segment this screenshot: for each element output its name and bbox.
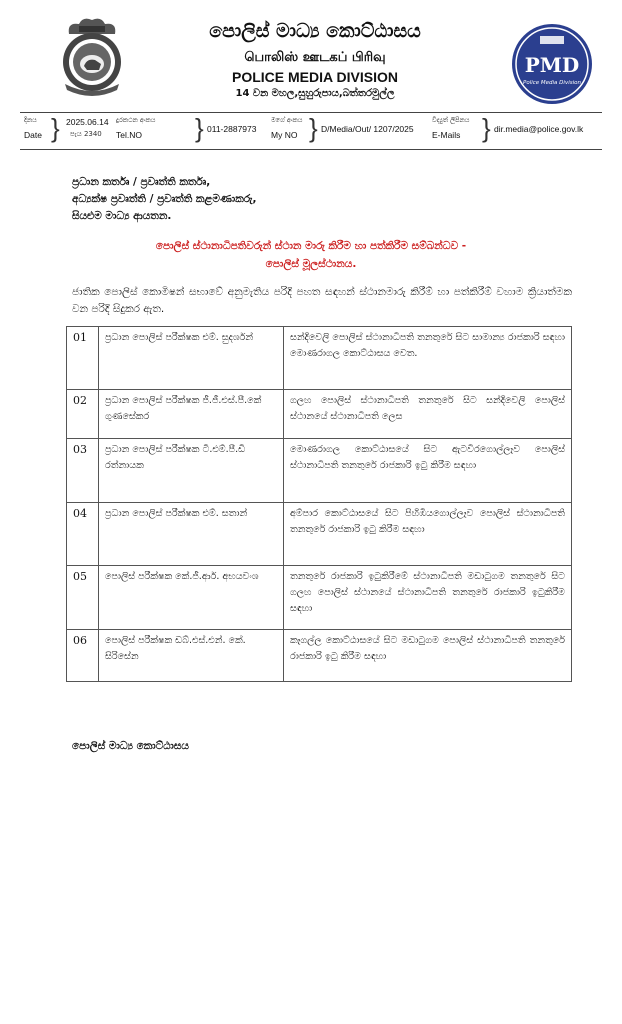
addressee-line-2: අධ්‍යක්ෂ ප්‍රවෘත්ති / ප්‍රවෘත්ති කළමණාකරු, bbox=[72, 193, 257, 205]
header-title-sinhala: පොලිස් මාධ්‍ය කොට්ඨාසය bbox=[209, 20, 421, 42]
row-number: 04 bbox=[67, 503, 99, 566]
row-number: 02 bbox=[67, 390, 99, 439]
date-label-en: Date bbox=[24, 130, 42, 140]
header-title-tamil: பொலிஸ் ஊடகப் பிரிவு bbox=[244, 50, 386, 65]
subject-line-1: පොලිස් ස්ථානාධිපතිවරුන් ස්ථාන මාරු කිරීම හා පත්කිරීම සම්බන්ධව - bbox=[155, 240, 467, 252]
tel-label-en: Tel.NO bbox=[116, 130, 142, 140]
date-brace: } bbox=[51, 113, 60, 143]
email-brace: } bbox=[482, 113, 491, 143]
date-value: 2025.06.14 bbox=[66, 117, 109, 127]
police-emblem-logo bbox=[57, 14, 127, 96]
header-address: 14 වන මහල,සුහුරුපාය,බත්තරමුල්ල bbox=[235, 88, 395, 99]
myno-label-en: My NO bbox=[271, 130, 298, 140]
tel-brace: } bbox=[195, 113, 204, 143]
addressee-line-3: සියළුම මාධ්‍ය ආයතන. bbox=[72, 210, 172, 222]
subject-line-2: පොලිස් මූලස්ථානය. bbox=[265, 258, 357, 270]
transfer-detail: අම්පාර කොට්ඨාසයේ සිට පිහිඹියගොල්ලෑව පොලිස් ස්ථානාධිපති තනතුරේ රාජකාරි ඉටු කිරීම සඳහා bbox=[284, 503, 572, 566]
officer-name: ප්‍රධාන පොලිස් පරීක්ෂක ටී.එම්.පී.ඩී රත්නායක bbox=[99, 439, 284, 503]
transfer-detail: කෑගල්ල කොට්ඨාසයේ සිට මඩාටුගම පොලිස් ස්ථානාධිපති තනතුරේ රාජකාරි ඉටු කිරීම සඳහා bbox=[284, 630, 572, 682]
row-number: 03 bbox=[67, 439, 99, 503]
transfer-table bbox=[66, 326, 572, 682]
row-number: 05 bbox=[67, 566, 99, 630]
email-label-si: විද්‍යුත් ලිපිනය bbox=[432, 116, 470, 124]
signature-division: පොලිස් මාධ්‍ය කොට්ඨාසය bbox=[72, 740, 189, 752]
myno-value: D/Media/Out/ 1207/2025 bbox=[321, 124, 414, 134]
intro-paragraph: ජාතික පොලිස් කොමිෂන් සභාවේ අනුමැතිය පරිදි පහත සඳහන් ස්ථානමාරු කිරීම් හා පත්කිරීම් වහාම ක්‍රියාත්මක වන පරිදි සිදුකර ඇත. bbox=[72, 286, 572, 315]
table-row bbox=[67, 390, 572, 439]
header-title-english: POLICE MEDIA DIVISION bbox=[232, 69, 398, 85]
pmd-logo bbox=[510, 22, 594, 106]
addressee-line-1: ප්‍රධාන කර්තෘ / ප්‍රවෘත්ති කර්තෘ, bbox=[72, 176, 211, 188]
officer-name: පොලිස් පරීක්ෂක කේ.ජී.ආර්. අභයවංශ bbox=[99, 566, 284, 630]
tel-label-si: දුරකථන අංකය bbox=[116, 116, 156, 124]
email-label-en: E-Mails bbox=[432, 130, 461, 140]
transfer-detail: තනතුරේ රාජකාරි ඉටුකිරීමේ ස්ථානාධිපති මඩාටුගම තනතුරේ සිට ගලහ පොලිස් ස්ථානයේ ස්ථානාධිපති තනතුරේ රාජකාරි ඉටුකිරීම සඳහා bbox=[284, 566, 572, 630]
date-label-si: දිනය bbox=[24, 116, 37, 124]
table-row bbox=[67, 439, 572, 503]
myno-label-si: මගේ අංකය bbox=[271, 116, 303, 124]
table-row bbox=[67, 503, 572, 566]
email-value: dir.media@police.gov.lk bbox=[494, 124, 584, 134]
transfer-detail: ගලහ පොලිස් ස්ථානාධිපති තනතුරේ සිට සන්දිවෙලි පොලිස් ස්ථානයේ ස්ථානාධිපති ලෙස bbox=[284, 390, 572, 439]
pmd-logo-text: PMD bbox=[524, 53, 580, 77]
row-number: 06 bbox=[67, 630, 99, 682]
transfer-detail: සන්දිවෙලි පොලිස් ස්ථානාධිපති තනතුරේ සිට සාමාන්‍ය රාජකාරි සඳහා මොණරාගල කොට්ඨාසය වෙත. bbox=[284, 327, 572, 390]
time-value: පැය 2340 bbox=[70, 130, 102, 138]
table-row bbox=[67, 327, 572, 390]
table-row bbox=[67, 630, 572, 682]
pmd-logo-subtext: Police Media Division bbox=[523, 80, 581, 86]
table-row bbox=[67, 566, 572, 630]
officer-name: ප්‍රධාන පොලිස් පරීක්ෂක එම්. සුදර්ශන් bbox=[99, 327, 284, 390]
officer-name: පොලිස් පරීක්ෂක ඩබ්.එස්.එන්. කේ. සිරිසේන bbox=[99, 630, 284, 682]
myno-brace: } bbox=[309, 113, 318, 143]
officer-name: ප්‍රධාන පොලිස් පරීක්ෂක එම්. සතාන් bbox=[99, 503, 284, 566]
tel-value: 011-2887973 bbox=[207, 124, 257, 134]
transfer-detail: මොණරාගල කොට්ඨාසයේ සිට ඇටවිරගොල්ලෑව පොලිස් ස්ථානාධිපති තනතුරේ රාජකාරි ඉටු කිරීම සඳහා bbox=[284, 439, 572, 503]
row-number: 01 bbox=[67, 327, 99, 390]
officer-name: ප්‍රධාන පොලිස් පරීක්ෂක ජී.ජී.එස්.පී.කේ ගුණසේකර bbox=[99, 390, 284, 439]
